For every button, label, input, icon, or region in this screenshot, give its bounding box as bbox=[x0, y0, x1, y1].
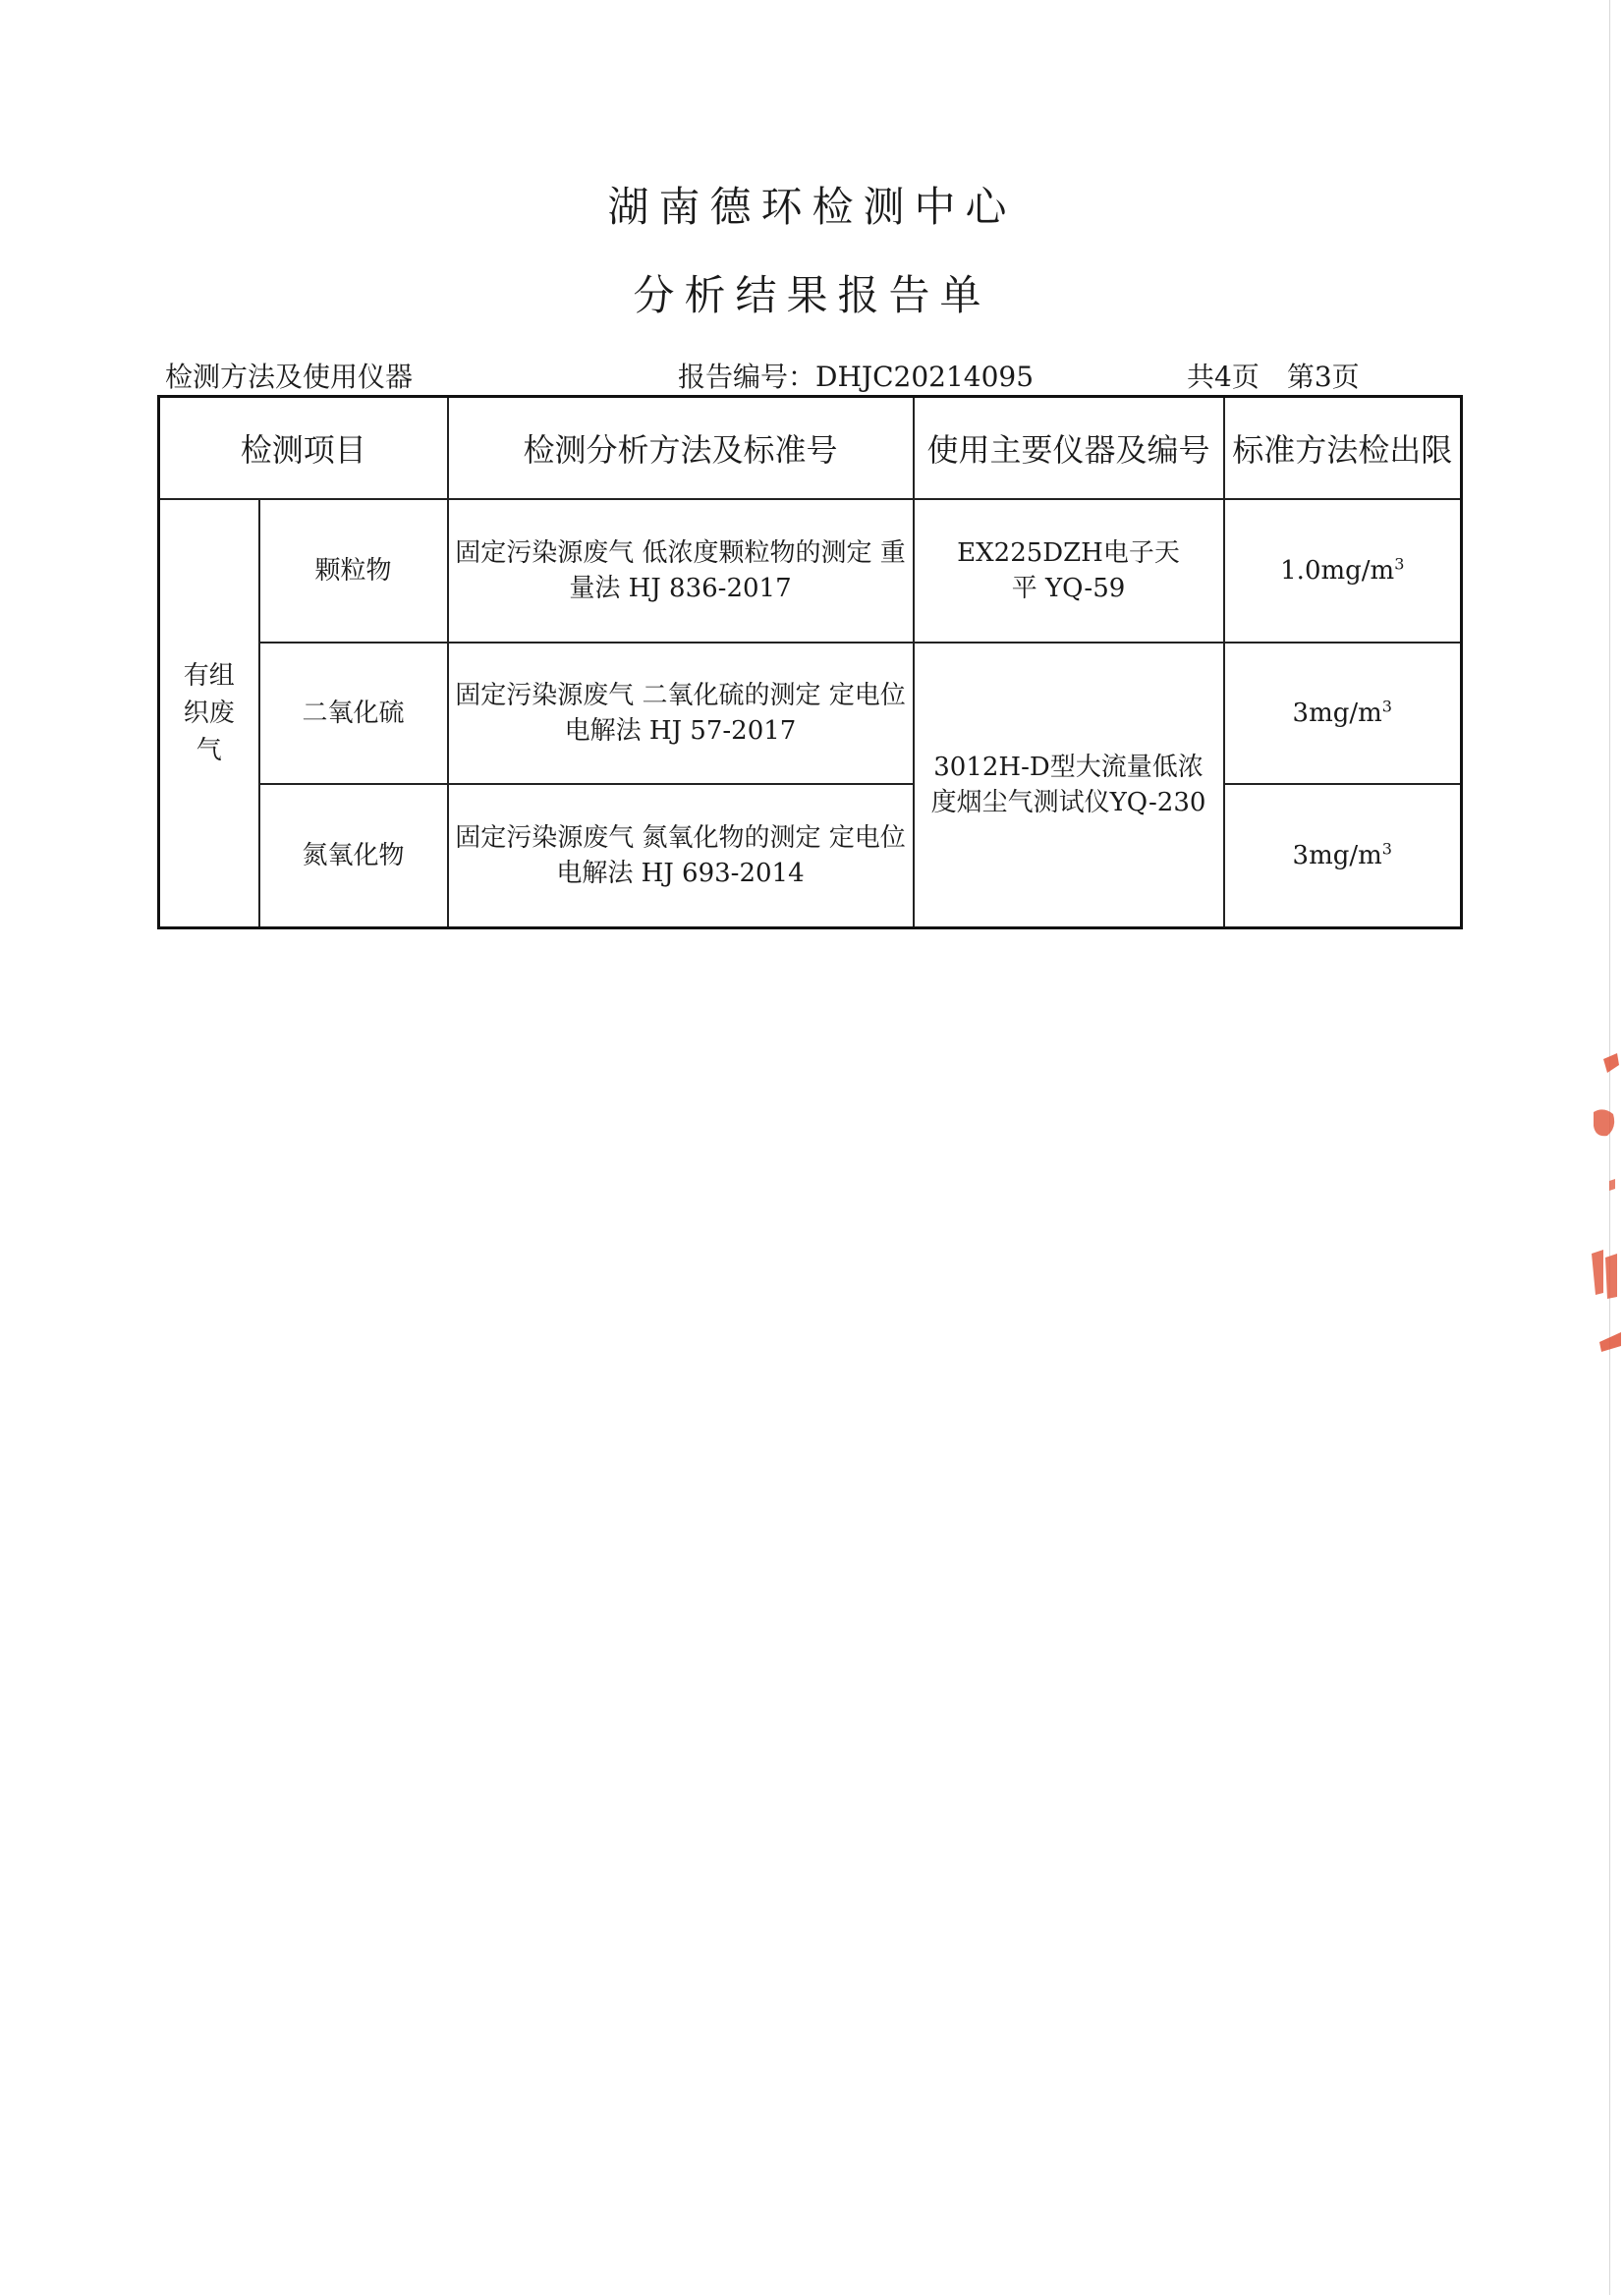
limit-value: 1.0mg/m bbox=[1280, 556, 1395, 586]
table-row bbox=[159, 643, 1462, 784]
item-cell: 二氧化硫 bbox=[259, 643, 448, 784]
header-method: 检测分析方法及标准号 bbox=[448, 397, 914, 500]
document-title: 分析结果报告单 bbox=[633, 271, 991, 319]
page-info: 共4页 第3页 bbox=[1187, 361, 1360, 393]
methods-table bbox=[157, 395, 1463, 929]
table-header-row bbox=[159, 397, 1462, 500]
report-number: 报告编号：DHJC20214095 bbox=[678, 361, 1035, 393]
instrument-cell bbox=[914, 643, 1224, 928]
seal-mark bbox=[1609, 1179, 1615, 1191]
limit-superscript: 3 bbox=[1381, 839, 1392, 859]
item-cell: 颗粒物 bbox=[259, 499, 448, 643]
seal-mark bbox=[1594, 1109, 1614, 1136]
report-meta-row bbox=[165, 356, 1462, 395]
method-cell: 固定污染源废气 低浓度颗粒物的测定 重量法 HJ 836-2017 bbox=[448, 499, 914, 643]
method-cell: 固定污染源废气 二氧化硫的测定 定电位电解法 HJ 57-2017 bbox=[448, 643, 914, 784]
header-limit: 标准方法检出限 bbox=[1224, 397, 1462, 500]
instrument-cell bbox=[914, 499, 1224, 643]
header-item: 检测项目 bbox=[159, 397, 448, 500]
category-label: 有组织废气 bbox=[183, 661, 235, 765]
method-cell: 固定污染源废气 氮氧化物的测定 定电位电解法 HJ 693-2014 bbox=[448, 784, 914, 928]
limit-value: 3mg/m bbox=[1292, 841, 1382, 870]
limit-cell bbox=[1224, 643, 1462, 784]
limit-cell bbox=[1224, 784, 1462, 928]
category-cell bbox=[159, 499, 259, 928]
seal-stamp-fragment bbox=[1574, 1051, 1624, 1366]
instrument-label: EX225DZH电子天平 YQ-59 bbox=[957, 538, 1180, 603]
section-label: 检测方法及使用仪器 bbox=[165, 361, 414, 393]
instrument-label: 3012H-D型大流量低浓度烟尘气测试仪YQ-230 bbox=[930, 753, 1206, 817]
table-row bbox=[159, 784, 1462, 928]
seal-mark bbox=[1599, 1332, 1621, 1352]
organization-title: 湖南德环检测中心 bbox=[607, 183, 1017, 231]
seal-mark bbox=[1592, 1250, 1617, 1299]
item-cell: 氮氧化物 bbox=[259, 784, 448, 928]
table-row bbox=[159, 499, 1462, 643]
seal-mark bbox=[1603, 1053, 1619, 1073]
header-instrument: 使用主要仪器及编号 bbox=[914, 397, 1224, 500]
limit-superscript: 3 bbox=[1394, 554, 1405, 574]
limit-superscript: 3 bbox=[1381, 697, 1392, 716]
limit-cell bbox=[1224, 499, 1462, 643]
limit-value: 3mg/m bbox=[1292, 699, 1382, 728]
